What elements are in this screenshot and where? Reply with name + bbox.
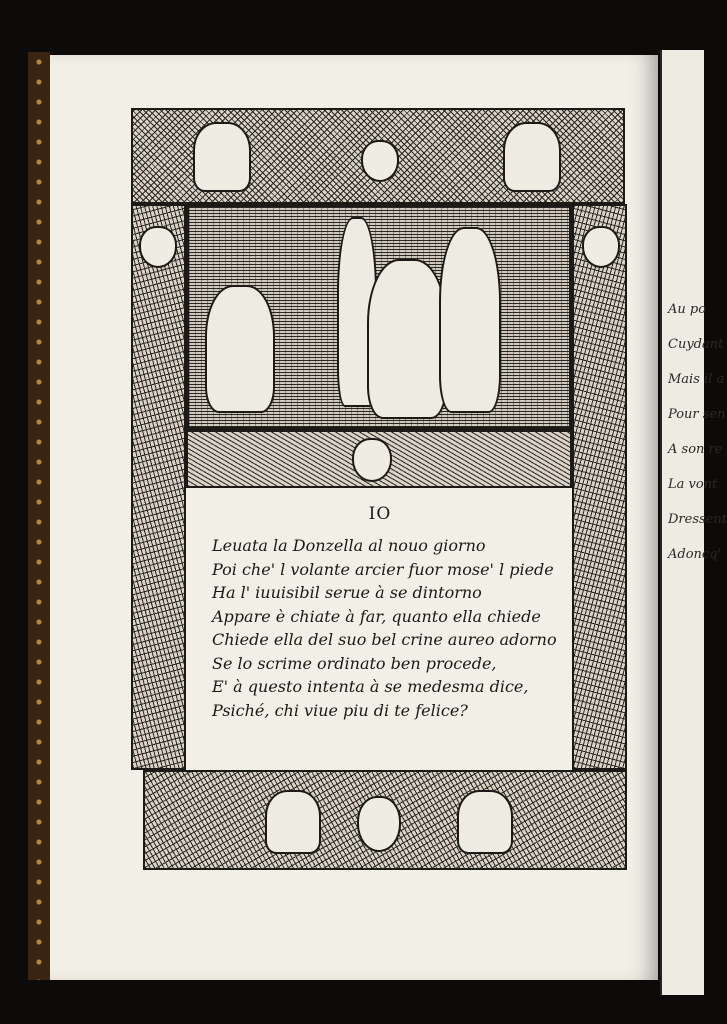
facing-text-fragment: A son re	[668, 442, 723, 457]
attendant-figure	[439, 227, 501, 413]
warrior-head-right	[457, 790, 513, 854]
kneeling-servant-figure	[205, 285, 275, 413]
woodcut-border-left	[131, 204, 186, 770]
satyr-mask-icon	[582, 226, 620, 268]
warrior-head-left	[265, 790, 321, 854]
woodcut-border-bottom	[143, 770, 627, 870]
woodcut-fruit-band	[186, 430, 572, 488]
facing-text-fragment: La vont	[668, 477, 718, 492]
verse-line: E' à questo intenta à se medesma dice,	[212, 677, 529, 696]
satyr-mask-icon	[139, 226, 177, 268]
facing-text-fragment: Adoncq'	[668, 547, 722, 562]
verse-line: Appare è chiate à far, quanto ella chiede	[212, 606, 541, 626]
right-page-edge	[660, 50, 727, 995]
putto-figure-right	[503, 122, 561, 192]
facing-text-fragment: Mais il a	[668, 372, 725, 387]
facing-text-fragment: Au po	[668, 302, 707, 317]
psyche-seated-figure	[367, 259, 447, 419]
helmeted-mask-icon	[357, 796, 401, 852]
verse-line: Poi che' l volante arcier fuor mose' l piede	[212, 559, 554, 579]
stanza-number: IO	[368, 504, 392, 524]
grotesque-mask-icon	[352, 438, 392, 482]
woodcut-border-top	[131, 108, 625, 204]
putto-figure-left	[193, 122, 251, 192]
woodcut-illustration-scene	[186, 204, 572, 430]
verse-line: Psiché, chi viue piu di te felice?	[212, 700, 468, 720]
facing-text-fragment: Pour sen	[668, 407, 726, 422]
facing-text-fragment: Dressent	[668, 512, 727, 527]
woodcut-border-right	[572, 204, 627, 770]
stanza-text-panel	[188, 490, 572, 770]
verse-line: Leuata la Donzella al nouo giorno	[212, 536, 486, 555]
verse-line: Ha l' iuuisibil serue à se dintorno	[212, 583, 482, 602]
verse-lines	[212, 534, 572, 722]
facing-text-fragment: Cuydant	[668, 337, 724, 352]
verse-line: Chiede ella del suo bel crine aureo adorno	[212, 630, 557, 649]
grotesque-mask-icon	[361, 140, 399, 182]
verse-line: Se lo scrime ordinato ben procede,	[212, 653, 497, 673]
